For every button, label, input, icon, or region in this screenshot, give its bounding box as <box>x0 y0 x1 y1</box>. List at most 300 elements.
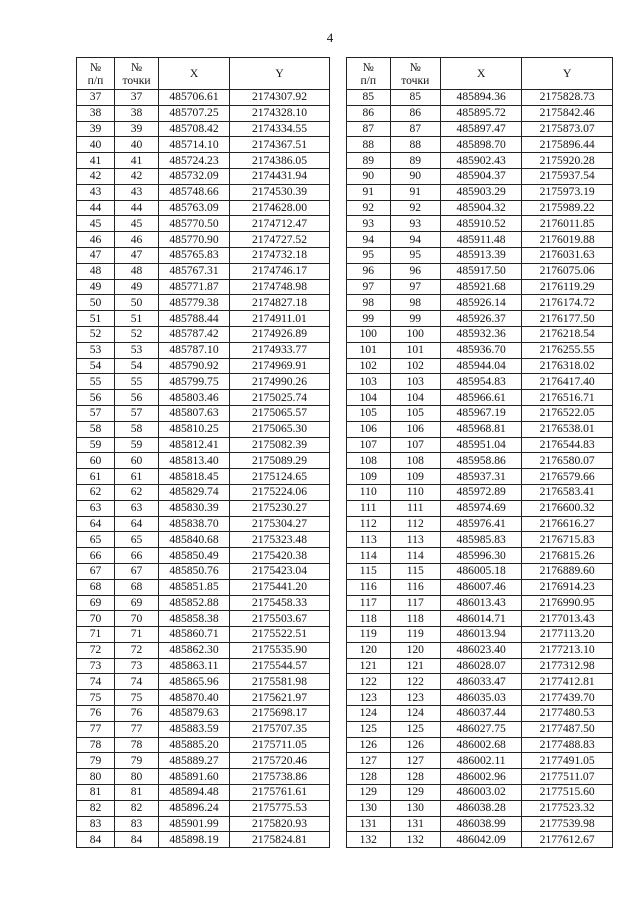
table-row <box>347 105 613 121</box>
table-row <box>77 105 330 121</box>
table-row <box>347 295 613 311</box>
cell-point-number: 75 <box>115 690 159 706</box>
cell-point-number: 62 <box>115 484 159 500</box>
cell-x: 485724.23 <box>159 153 230 169</box>
cell-row-number: 99 <box>347 311 391 327</box>
table-row <box>77 405 330 421</box>
table-row <box>77 469 330 485</box>
table-row <box>347 674 613 690</box>
cell-y: 2176218.54 <box>522 326 613 342</box>
cell-y: 2177312.98 <box>522 658 613 674</box>
cell-row-number: 42 <box>77 168 115 184</box>
cell-row-number: 53 <box>77 342 115 358</box>
cell-row-number: 118 <box>347 611 391 627</box>
cell-y: 2174746.17 <box>230 263 330 279</box>
cell-y: 2176031.63 <box>522 247 613 263</box>
cell-point-number: 120 <box>390 642 440 658</box>
cell-y: 2174969.91 <box>230 358 330 374</box>
cell-row-number: 91 <box>347 184 391 200</box>
cell-y: 2174307.92 <box>230 90 330 106</box>
cell-y: 2175989.22 <box>522 200 613 216</box>
table-row <box>77 721 330 737</box>
cell-point-number: 116 <box>390 579 440 595</box>
cell-point-number: 45 <box>115 216 159 232</box>
cell-x: 485763.09 <box>159 200 230 216</box>
cell-y: 2175707.35 <box>230 721 330 737</box>
cell-y: 2176177.50 <box>522 311 613 327</box>
cell-row-number: 117 <box>347 595 391 611</box>
cell-y: 2176522.05 <box>522 405 613 421</box>
cell-row-number: 62 <box>77 484 115 500</box>
cell-x: 485903.29 <box>441 184 522 200</box>
cell-x: 486007.46 <box>441 579 522 595</box>
cell-y: 2177523.32 <box>522 800 613 816</box>
table-row <box>347 216 613 232</box>
cell-x: 485879.63 <box>159 706 230 722</box>
cell-x: 485851.85 <box>159 579 230 595</box>
cell-x: 486013.43 <box>441 595 522 611</box>
table-row <box>347 500 613 516</box>
cell-point-number: 53 <box>115 342 159 358</box>
table-row <box>77 595 330 611</box>
table-row <box>347 832 613 848</box>
table-row <box>77 247 330 263</box>
cell-point-number: 97 <box>390 279 440 295</box>
cell-row-number: 84 <box>77 832 115 848</box>
table-row <box>347 721 613 737</box>
cell-row-number: 126 <box>347 737 391 753</box>
cell-y: 2174367.51 <box>230 137 330 153</box>
cell-y: 2176417.40 <box>522 374 613 390</box>
cell-y: 2176583.41 <box>522 484 613 500</box>
table-row <box>77 232 330 248</box>
cell-point-number: 84 <box>115 832 159 848</box>
cell-x: 485732.09 <box>159 168 230 184</box>
table-row <box>347 690 613 706</box>
cell-y: 2175820.93 <box>230 816 330 832</box>
cell-x: 486037.44 <box>441 706 522 722</box>
cell-point-number: 73 <box>115 658 159 674</box>
table-row <box>77 674 330 690</box>
cell-row-number: 59 <box>77 437 115 453</box>
cell-y: 2174712.47 <box>230 216 330 232</box>
coordinates-table-left <box>76 57 330 848</box>
header-row-number: № п/п <box>77 58 115 90</box>
cell-point-number: 101 <box>390 342 440 358</box>
cell-y: 2175544.57 <box>230 658 330 674</box>
table-row <box>77 658 330 674</box>
cell-y: 2177487.50 <box>522 721 613 737</box>
cell-point-number: 114 <box>390 548 440 564</box>
cell-x: 485972.89 <box>441 484 522 500</box>
cell-y: 2174933.77 <box>230 342 330 358</box>
cell-row-number: 124 <box>347 706 391 722</box>
table-row <box>347 358 613 374</box>
cell-x: 485770.90 <box>159 232 230 248</box>
cell-y: 2177491.05 <box>522 753 613 769</box>
cell-point-number: 49 <box>115 279 159 295</box>
cell-x: 485708.42 <box>159 121 230 137</box>
cell-point-number: 125 <box>390 721 440 737</box>
cell-row-number: 65 <box>77 532 115 548</box>
cell-y: 2176616.27 <box>522 516 613 532</box>
cell-x: 485966.61 <box>441 390 522 406</box>
table-row <box>347 469 613 485</box>
cell-y: 2176914.23 <box>522 579 613 595</box>
cell-point-number: 41 <box>115 153 159 169</box>
cell-y: 2175124.65 <box>230 469 330 485</box>
cell-row-number: 128 <box>347 769 391 785</box>
cell-y: 2176815.26 <box>522 548 613 564</box>
cell-x: 485790.92 <box>159 358 230 374</box>
cell-point-number: 86 <box>390 105 440 121</box>
table-row <box>77 168 330 184</box>
cell-y: 2176538.01 <box>522 421 613 437</box>
table-row <box>347 200 613 216</box>
cell-x: 485967.19 <box>441 405 522 421</box>
cell-row-number: 46 <box>77 232 115 248</box>
cell-point-number: 61 <box>115 469 159 485</box>
cell-y: 2176075.06 <box>522 263 613 279</box>
cell-point-number: 103 <box>390 374 440 390</box>
cell-x: 485858.38 <box>159 611 230 627</box>
cell-x: 485767.31 <box>159 263 230 279</box>
cell-x: 486023.40 <box>441 642 522 658</box>
cell-point-number: 64 <box>115 516 159 532</box>
table-row <box>347 658 613 674</box>
cell-row-number: 90 <box>347 168 391 184</box>
cell-row-number: 115 <box>347 563 391 579</box>
table-row <box>77 816 330 832</box>
cell-x: 485771.87 <box>159 279 230 295</box>
cell-y: 2174727.52 <box>230 232 330 248</box>
cell-y: 2175065.57 <box>230 405 330 421</box>
cell-y: 2175458.33 <box>230 595 330 611</box>
table-row <box>77 769 330 785</box>
table-row <box>77 453 330 469</box>
cell-x: 485891.60 <box>159 769 230 785</box>
table-row <box>77 90 330 106</box>
cell-y: 2174732.18 <box>230 247 330 263</box>
cell-y: 2175775.53 <box>230 800 330 816</box>
cell-x: 485748.66 <box>159 184 230 200</box>
cell-row-number: 68 <box>77 579 115 595</box>
cell-y: 2177612.67 <box>522 832 613 848</box>
cell-point-number: 71 <box>115 627 159 643</box>
cell-x: 486038.99 <box>441 816 522 832</box>
cell-point-number: 122 <box>390 674 440 690</box>
cell-x: 485850.49 <box>159 548 230 564</box>
cell-row-number: 110 <box>347 484 391 500</box>
table-header-row <box>347 58 613 90</box>
cell-point-number: 81 <box>115 785 159 801</box>
cell-row-number: 38 <box>77 105 115 121</box>
cell-point-number: 55 <box>115 374 159 390</box>
cell-x: 485840.68 <box>159 532 230 548</box>
table-row <box>77 358 330 374</box>
table-row <box>347 816 613 832</box>
cell-x: 486005.18 <box>441 563 522 579</box>
cell-point-number: 52 <box>115 326 159 342</box>
table-row <box>77 437 330 453</box>
table-row <box>347 184 613 200</box>
table-row <box>347 769 613 785</box>
cell-x: 486035.03 <box>441 690 522 706</box>
cell-row-number: 129 <box>347 785 391 801</box>
table-row <box>77 579 330 595</box>
cell-x: 486002.96 <box>441 769 522 785</box>
cell-point-number: 82 <box>115 800 159 816</box>
cell-point-number: 60 <box>115 453 159 469</box>
cell-x: 485799.75 <box>159 374 230 390</box>
cell-row-number: 57 <box>77 405 115 421</box>
cell-x: 485974.69 <box>441 500 522 516</box>
table-row <box>77 785 330 801</box>
cell-point-number: 51 <box>115 311 159 327</box>
cell-point-number: 110 <box>390 484 440 500</box>
cell-row-number: 116 <box>347 579 391 595</box>
cell-x: 485904.37 <box>441 168 522 184</box>
cell-row-number: 71 <box>77 627 115 643</box>
cell-x: 485921.68 <box>441 279 522 295</box>
cell-x: 485932.36 <box>441 326 522 342</box>
table-row <box>347 390 613 406</box>
cell-x: 485870.40 <box>159 690 230 706</box>
cell-y: 2174827.18 <box>230 295 330 311</box>
cell-y: 2175842.46 <box>522 105 613 121</box>
table-row <box>347 342 613 358</box>
cell-row-number: 119 <box>347 627 391 643</box>
cell-x: 485807.63 <box>159 405 230 421</box>
cell-point-number: 37 <box>115 90 159 106</box>
cell-point-number: 128 <box>390 769 440 785</box>
cell-row-number: 94 <box>347 232 391 248</box>
cell-y: 2176318.02 <box>522 358 613 374</box>
cell-point-number: 78 <box>115 737 159 753</box>
cell-row-number: 44 <box>77 200 115 216</box>
table-row <box>347 326 613 342</box>
cell-point-number: 124 <box>390 706 440 722</box>
cell-point-number: 42 <box>115 168 159 184</box>
cell-x: 485787.10 <box>159 342 230 358</box>
cell-y: 2176600.32 <box>522 500 613 516</box>
cell-point-number: 59 <box>115 437 159 453</box>
table-row <box>347 642 613 658</box>
table-row <box>77 374 330 390</box>
table-body <box>77 90 330 848</box>
cell-point-number: 121 <box>390 658 440 674</box>
cell-row-number: 102 <box>347 358 391 374</box>
cell-x: 485770.50 <box>159 216 230 232</box>
cell-x: 485954.83 <box>441 374 522 390</box>
cell-point-number: 58 <box>115 421 159 437</box>
cell-y: 2175089.29 <box>230 453 330 469</box>
cell-row-number: 40 <box>77 137 115 153</box>
cell-y: 2175873.07 <box>522 121 613 137</box>
cell-x: 485985.83 <box>441 532 522 548</box>
cell-x: 485926.37 <box>441 311 522 327</box>
cell-row-number: 77 <box>77 721 115 737</box>
cell-y: 2174386.05 <box>230 153 330 169</box>
cell-point-number: 131 <box>390 816 440 832</box>
cell-row-number: 41 <box>77 153 115 169</box>
table-row <box>77 611 330 627</box>
table-row <box>347 611 613 627</box>
cell-x: 485917.50 <box>441 263 522 279</box>
table-row <box>347 437 613 453</box>
cell-x: 485862.30 <box>159 642 230 658</box>
cell-row-number: 105 <box>347 405 391 421</box>
cell-row-number: 78 <box>77 737 115 753</box>
cell-x: 485829.74 <box>159 484 230 500</box>
cell-row-number: 125 <box>347 721 391 737</box>
header-point-number: № точки <box>115 58 159 90</box>
cell-point-number: 44 <box>115 200 159 216</box>
cell-y: 2174530.39 <box>230 184 330 200</box>
cell-y: 2176019.88 <box>522 232 613 248</box>
cell-row-number: 123 <box>347 690 391 706</box>
cell-point-number: 95 <box>390 247 440 263</box>
table-row <box>347 405 613 421</box>
cell-point-number: 111 <box>390 500 440 516</box>
cell-y: 2175824.81 <box>230 832 330 848</box>
cell-point-number: 72 <box>115 642 159 658</box>
cell-y: 2174334.55 <box>230 121 330 137</box>
cell-y: 2176889.60 <box>522 563 613 579</box>
cell-x: 486002.68 <box>441 737 522 753</box>
cell-x: 485911.48 <box>441 232 522 248</box>
table-row <box>77 295 330 311</box>
cell-x: 485996.30 <box>441 548 522 564</box>
cell-row-number: 100 <box>347 326 391 342</box>
cell-row-number: 85 <box>347 90 391 106</box>
cell-row-number: 101 <box>347 342 391 358</box>
cell-row-number: 56 <box>77 390 115 406</box>
cell-x: 486014.71 <box>441 611 522 627</box>
header-row-number: № п/п <box>347 58 391 90</box>
cell-y: 2177488.83 <box>522 737 613 753</box>
cell-point-number: 91 <box>390 184 440 200</box>
cell-y: 2175065.30 <box>230 421 330 437</box>
cell-x: 485926.14 <box>441 295 522 311</box>
cell-y: 2175621.97 <box>230 690 330 706</box>
header-point-number: № точки <box>390 58 440 90</box>
cell-x: 485863.11 <box>159 658 230 674</box>
table-row <box>77 800 330 816</box>
cell-point-number: 54 <box>115 358 159 374</box>
cell-x: 485895.72 <box>441 105 522 121</box>
cell-x: 485813.40 <box>159 453 230 469</box>
header-x: X <box>159 58 230 90</box>
cell-y: 2176255.55 <box>522 342 613 358</box>
cell-point-number: 105 <box>390 405 440 421</box>
cell-point-number: 112 <box>390 516 440 532</box>
cell-y: 2175323.48 <box>230 532 330 548</box>
cell-row-number: 60 <box>77 453 115 469</box>
table-row <box>77 279 330 295</box>
cell-x: 485898.70 <box>441 137 522 153</box>
table-row <box>77 548 330 564</box>
cell-row-number: 48 <box>77 263 115 279</box>
cell-y: 2175920.28 <box>522 153 613 169</box>
table-row <box>347 785 613 801</box>
cell-row-number: 55 <box>77 374 115 390</box>
cell-y: 2176011.85 <box>522 216 613 232</box>
cell-point-number: 69 <box>115 595 159 611</box>
cell-point-number: 89 <box>390 153 440 169</box>
table-row <box>347 137 613 153</box>
cell-row-number: 39 <box>77 121 115 137</box>
cell-row-number: 61 <box>77 469 115 485</box>
cell-row-number: 122 <box>347 674 391 690</box>
table-row <box>77 484 330 500</box>
cell-row-number: 131 <box>347 816 391 832</box>
cell-x: 485936.70 <box>441 342 522 358</box>
cell-point-number: 63 <box>115 500 159 516</box>
cell-x: 486013.94 <box>441 627 522 643</box>
cell-y: 2174926.89 <box>230 326 330 342</box>
table-row <box>77 753 330 769</box>
cell-row-number: 87 <box>347 121 391 137</box>
cell-y: 2174990.26 <box>230 374 330 390</box>
cell-x: 485714.10 <box>159 137 230 153</box>
cell-point-number: 108 <box>390 453 440 469</box>
cell-y: 2175937.54 <box>522 168 613 184</box>
cell-x: 485852.88 <box>159 595 230 611</box>
cell-x: 485901.99 <box>159 816 230 832</box>
cell-point-number: 46 <box>115 232 159 248</box>
table-row <box>347 579 613 595</box>
table-row <box>77 563 330 579</box>
cell-y: 2174328.10 <box>230 105 330 121</box>
cell-point-number: 96 <box>390 263 440 279</box>
cell-row-number: 121 <box>347 658 391 674</box>
cell-row-number: 93 <box>347 216 391 232</box>
table-row <box>347 263 613 279</box>
cell-y: 2175082.39 <box>230 437 330 453</box>
cell-y: 2177515.60 <box>522 785 613 801</box>
table-header-row <box>77 58 330 90</box>
cell-point-number: 92 <box>390 200 440 216</box>
page-number: 4 <box>326 30 334 45</box>
cell-point-number: 74 <box>115 674 159 690</box>
cell-point-number: 99 <box>390 311 440 327</box>
cell-row-number: 112 <box>347 516 391 532</box>
cell-row-number: 89 <box>347 153 391 169</box>
cell-x: 485810.25 <box>159 421 230 437</box>
table-row <box>347 247 613 263</box>
cell-x: 485896.24 <box>159 800 230 816</box>
cell-y: 2177511.07 <box>522 769 613 785</box>
header-x: X <box>441 58 522 90</box>
table-row <box>77 706 330 722</box>
cell-y: 2175698.17 <box>230 706 330 722</box>
cell-row-number: 58 <box>77 421 115 437</box>
table-row <box>347 232 613 248</box>
cell-y: 2175420.38 <box>230 548 330 564</box>
cell-x: 486003.02 <box>441 785 522 801</box>
cell-row-number: 75 <box>77 690 115 706</box>
cell-x: 485788.44 <box>159 311 230 327</box>
cell-row-number: 82 <box>77 800 115 816</box>
table-row <box>77 627 330 643</box>
cell-row-number: 92 <box>347 200 391 216</box>
table-row <box>77 200 330 216</box>
cell-x: 485860.71 <box>159 627 230 643</box>
table-row <box>347 453 613 469</box>
cell-point-number: 79 <box>115 753 159 769</box>
cell-point-number: 39 <box>115 121 159 137</box>
